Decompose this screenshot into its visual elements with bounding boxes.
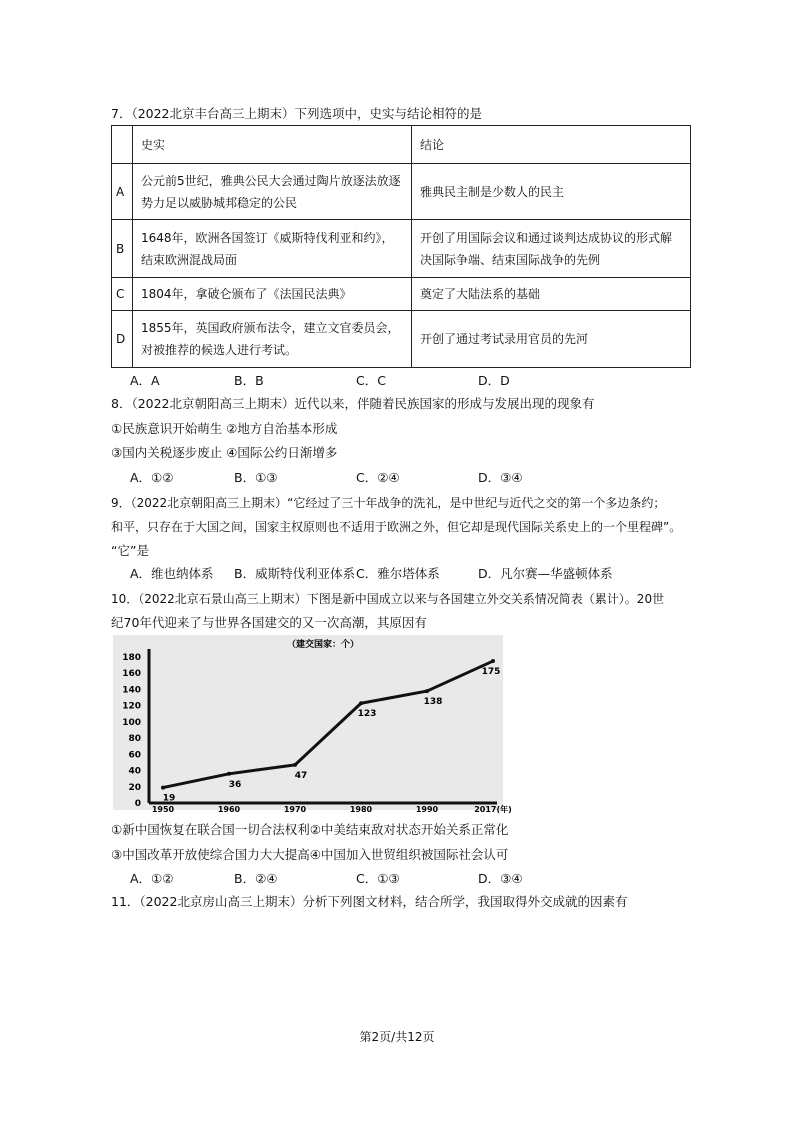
q7-row-b-fact [133, 220, 412, 278]
y-tick-label: 100 [122, 717, 141, 728]
q8-stem: 8．（2022北京朝阳高三上期末）近代以来，伴随着民族国家的形成与发展出现的现象有 [111, 396, 595, 411]
q7-option-c[interactable]: C．C [356, 373, 386, 388]
q7-row-c-fact: 1804年，拿破仑颁布了《法国民法典》 [133, 278, 412, 311]
q10-option-b[interactable]: B．②④ [234, 871, 278, 886]
y-tick-label: 0 [134, 799, 141, 809]
q7-option-d[interactable]: D．D [478, 373, 510, 388]
q7-row-a-label: A [112, 164, 133, 220]
q9-stem-line2: 和平，只存在于大国之间，国家主权原则也不适用于欧洲之外，但它却是现代国际关系史上的一个里程碑”。 [111, 520, 682, 534]
data-label: 138 [423, 697, 443, 708]
x-tick-label: 1990 [415, 805, 439, 814]
chart-title: （建交国家：个） [286, 640, 360, 650]
x-tick-label: 1980 [349, 805, 373, 814]
q7-row-a-fact-line2: 势力足以威胁城邦稳定的公民 [141, 195, 298, 210]
q7-row-d-conclusion: 开创了通过考试录用官员的先河 [412, 311, 691, 368]
q9-stem-line1: 9．（2022北京朝阳高三上期末）“它经过了三十年战争的洗礼，是中世纪与近代之交的第一个多边条约； [111, 496, 666, 510]
q10-items-line1: ①新中国恢复在联合国一切合法权利②中美结束敌对状态开始关系正常化 [111, 822, 509, 837]
data-point [293, 763, 297, 767]
page-footer: 第2页/共12页 [359, 1030, 435, 1044]
q7-header-blank [112, 126, 133, 164]
y-tick-label: 120 [122, 701, 141, 712]
q8-option-a[interactable]: A．①② [130, 470, 174, 485]
q7-row-b-conclusion [412, 220, 691, 278]
data-label: 175 [481, 667, 501, 678]
data-label: 123 [357, 709, 377, 720]
q9-option-b[interactable]: B．威斯特伐利亚体系 [234, 566, 356, 581]
y-tick-label: 80 [128, 734, 141, 745]
x-tick-label: 1970 [283, 805, 307, 814]
q8-option-c[interactable]: C．②④ [356, 470, 400, 485]
y-tick-label: 160 [122, 669, 141, 680]
q7-row-a-fact-line1: 公元前5世纪，雅典公民大会通过陶片放逐法放逐 [141, 173, 401, 188]
q7-row-d-fact [133, 311, 412, 368]
q10-items-line2: ③中国改革开放使综合国力大大提高④中国加入世贸组织被国际社会认可 [111, 847, 509, 862]
q7-option-a[interactable]: A．A [130, 373, 160, 388]
q7-row-b-fact-line2: 结束欧洲混战局面 [141, 252, 238, 267]
data-label: 47 [294, 770, 308, 781]
x-tick-label: 1960 [217, 805, 241, 814]
q10-option-c[interactable]: C．①③ [356, 871, 400, 886]
q11-stem: 11．（2022北京房山高三上期末）分析下列图文材料，结合所学，我国取得外交成就的因素有 [111, 894, 628, 909]
y-tick-label: 20 [128, 782, 141, 793]
q10-stem-line1: 10．（2022北京石景山高三上期末）下图是新中国成立以来与各国建立外交关系情况简表（累计）。20世 [111, 592, 665, 606]
q7-row-a-fact [133, 164, 412, 220]
q8-option-d[interactable]: D．③④ [478, 470, 523, 485]
diplomatic-relations-chart [113, 635, 512, 814]
q7-row-d-fact-line2: 对被推荐的候选人进行考试。 [141, 343, 298, 357]
q9-option-d[interactable]: D．凡尔赛—华盛顿体系 [478, 566, 613, 581]
q7-row-b-fact-line1: 1648年，欧洲各国签订《威斯特伐利亚和约》， [141, 230, 394, 245]
y-tick-label: 140 [122, 685, 141, 696]
data-point [359, 701, 363, 705]
data-label: 19 [162, 793, 176, 804]
q8-items-line2: ③国内关税逐步废止 ④国际公约日渐增多 [111, 445, 338, 460]
q9-option-a[interactable]: A．维也纳体系 [130, 566, 214, 581]
q7-row-c-conclusion: 奠定了大陆法系的基础 [412, 278, 691, 311]
q9-stem-line3: “它”是 [111, 543, 149, 558]
q7-row-a-conclusion: 雅典民主制是少数人的民主 [412, 164, 691, 220]
q9-option-c[interactable]: C．雅尔塔体系 [356, 566, 440, 581]
q7-row-c-label: C [112, 278, 133, 311]
x-tick-label: 2017(年) [474, 805, 512, 814]
series-line [163, 661, 493, 788]
chart-svg [113, 635, 512, 814]
data-point [491, 659, 495, 663]
data-point [227, 772, 231, 776]
y-tick-label: 60 [128, 750, 141, 761]
q7-header-conclusion: 结论 [412, 126, 691, 164]
q7-header-fact: 史实 [133, 126, 412, 164]
data-point [161, 786, 165, 790]
q7-table [111, 125, 691, 368]
q8-items-line1: ①民族意识开始萌生 ②地方自治基本形成 [111, 421, 338, 436]
q7-row-b-conclusion-line2: 决国际争端、结束国际战争的先例 [420, 252, 601, 267]
q7-row-d-fact-line1: 1855年，英国政府颁布法令，建立文官委员会， [141, 321, 400, 335]
x-tick-label: 1950 [151, 805, 175, 814]
y-tick-label: 40 [128, 766, 141, 777]
q8-option-b[interactable]: B．①③ [234, 470, 278, 485]
q10-stem-line2: 纪70年代迎来了与世界各国建交的又一次高潮，其原因有 [111, 615, 427, 630]
y-tick-label: 180 [122, 653, 141, 663]
q7-row-b-conclusion-line1: 开创了用国际会议和通过谈判达成协议的形式解 [420, 230, 673, 245]
q7-stem: 7．（2022北京丰台高三上期末）下列选项中，史实与结论相符的是 [111, 106, 483, 121]
q7-option-b[interactable]: B．B [234, 373, 264, 388]
data-label: 36 [228, 779, 242, 790]
q7-row-d-label: D [112, 311, 133, 368]
data-point [425, 689, 429, 693]
q10-option-d[interactable]: D．③④ [478, 871, 523, 886]
q7-row-b-label: B [112, 220, 133, 278]
q10-option-a[interactable]: A．①② [130, 871, 174, 886]
